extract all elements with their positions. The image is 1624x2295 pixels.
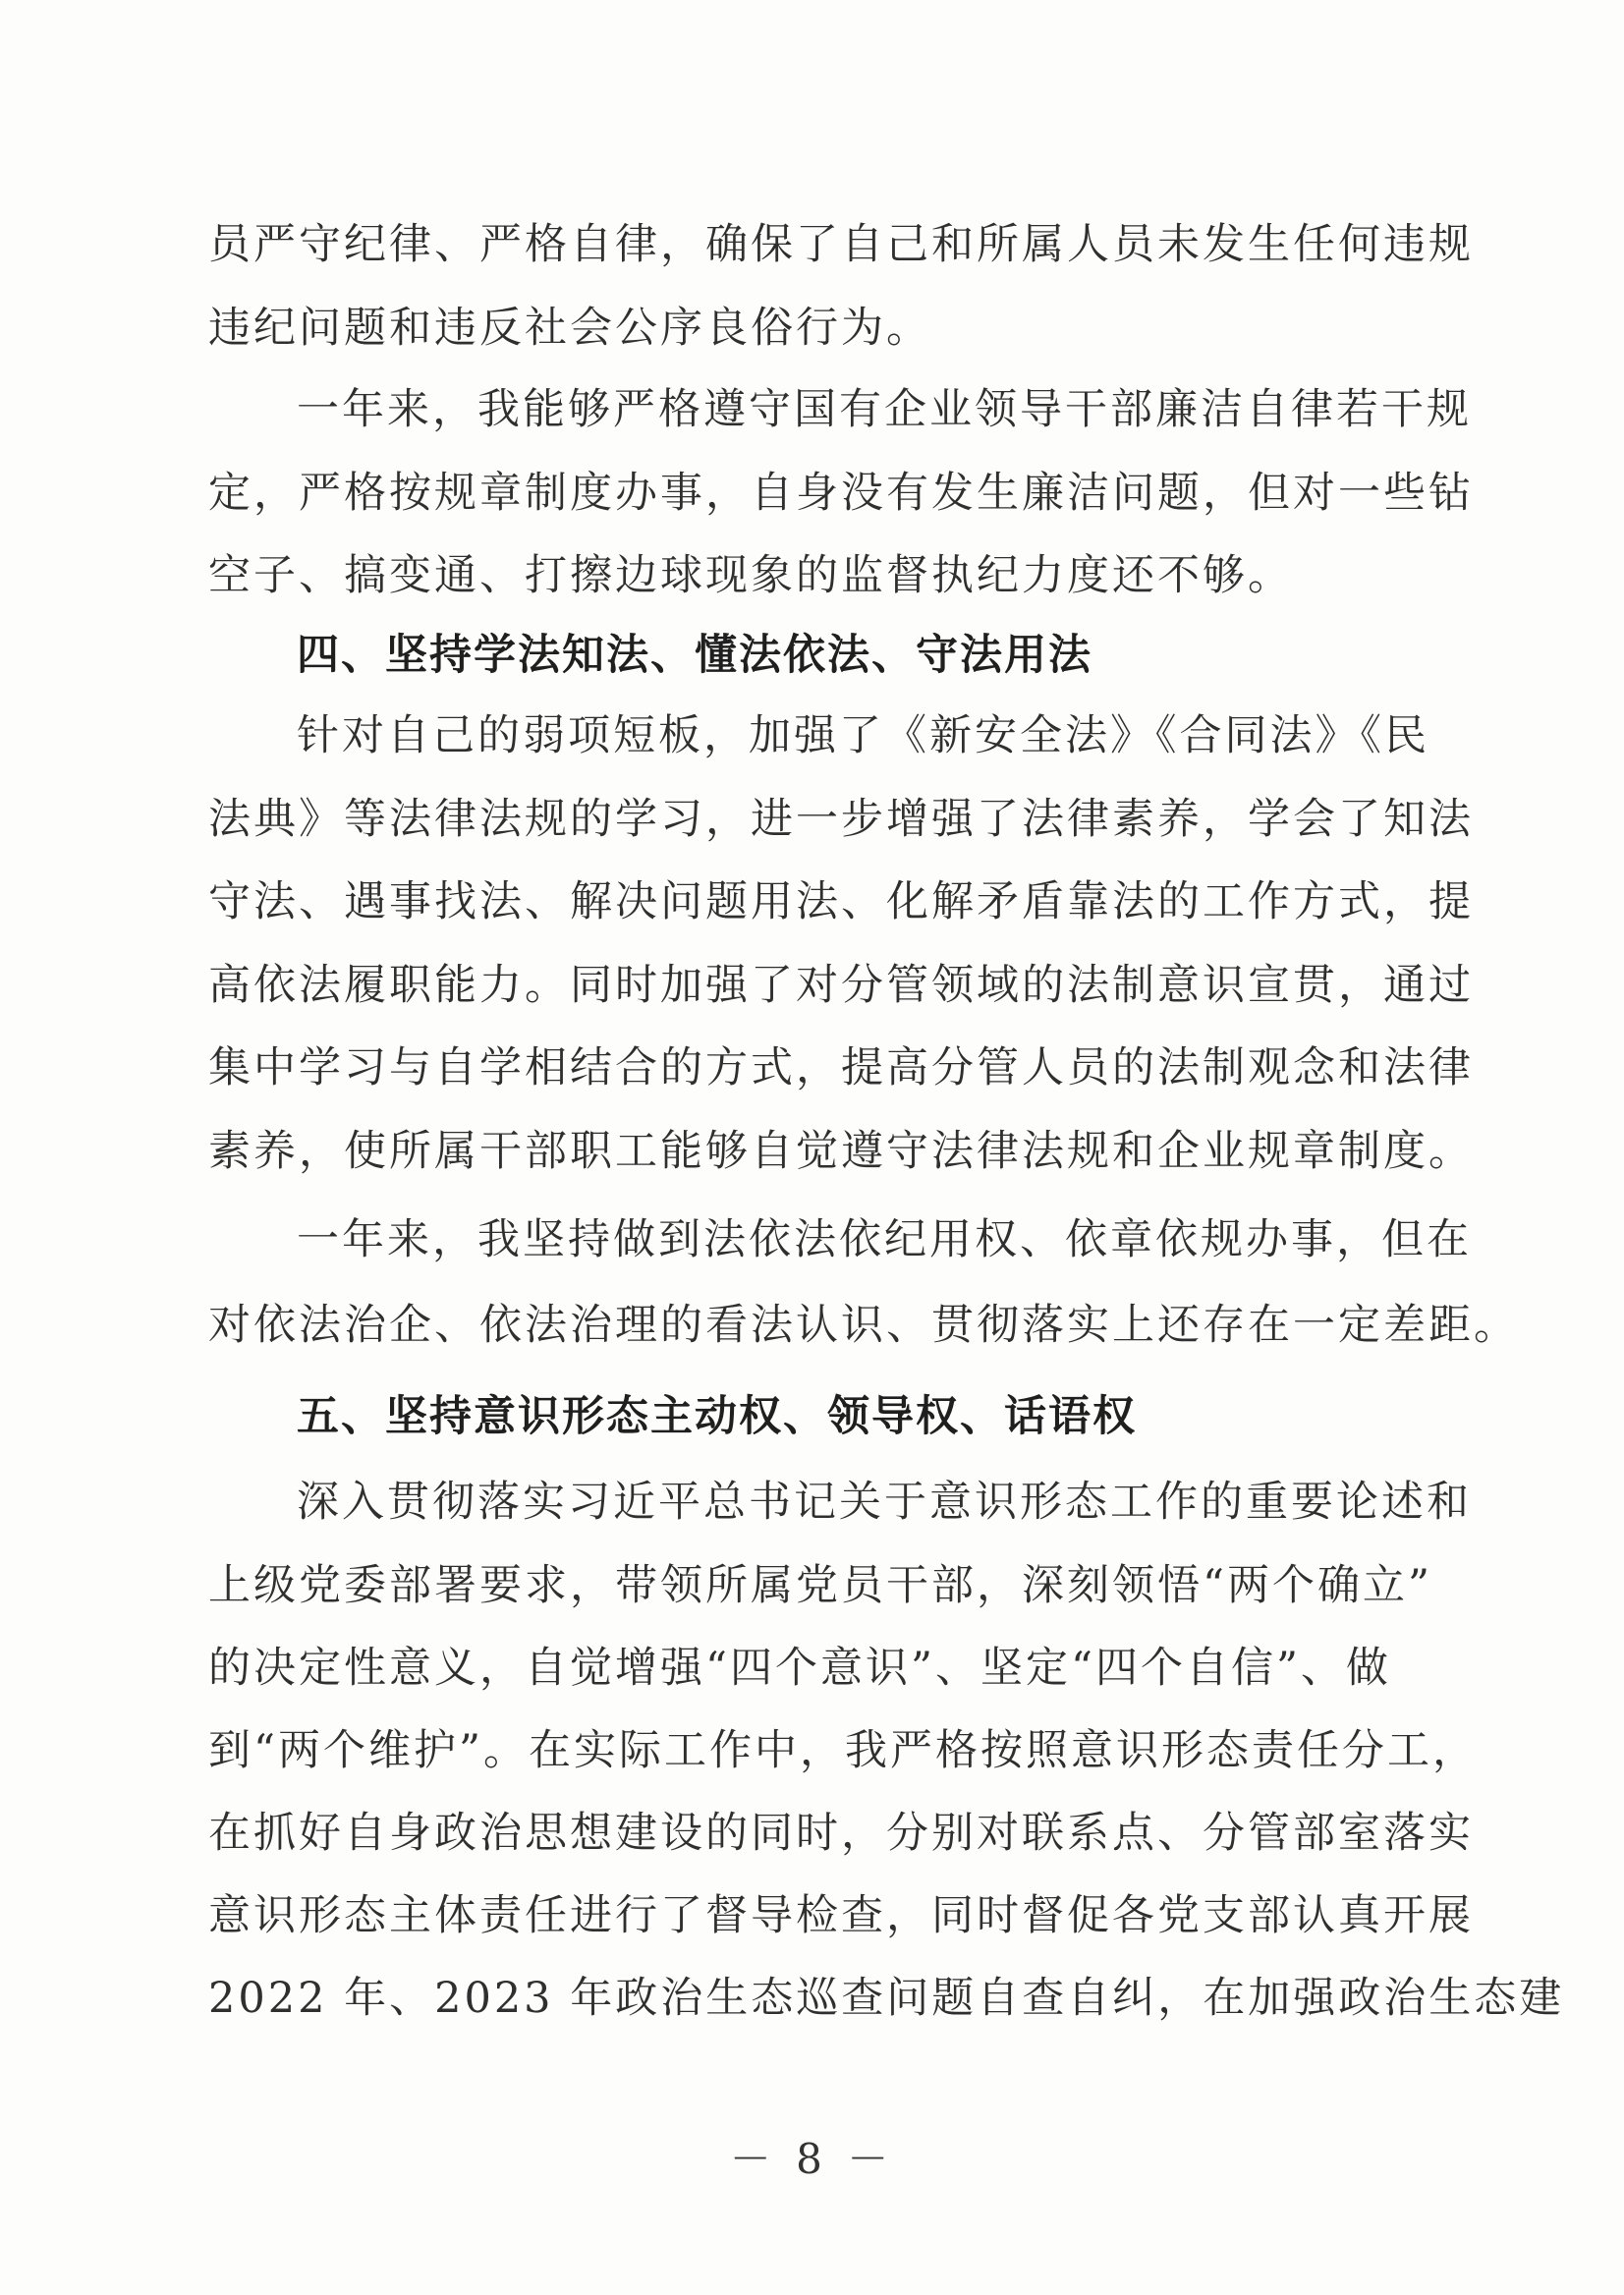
- paragraph-line: 违纪问题和违反社会公序良俗行为。: [208, 304, 931, 353]
- section-heading: 五、坚持意识形态主动权、领导权、话语权: [297, 1392, 1137, 1441]
- section-heading: 四、坚持学法知法、懂法依法、守法用法: [297, 631, 1092, 680]
- paragraph-line: 一年来，我能够严格遵守国有企业领导干部廉洁自律若干规: [297, 385, 1472, 434]
- paragraph-line: 深入贯彻落实习近平总书记关于意识形态工作的重要论述和: [297, 1478, 1472, 1527]
- paragraph-line: 对依法治企、依法治理的看法认识、贯彻落实上还存在一定差距。: [208, 1301, 1519, 1350]
- paragraph-line: 在抓好自身政治思想建设的同时，分别对联系点、分管部室落实: [208, 1809, 1474, 1858]
- paragraph-line: 上级党委部署要求，带领所属党员干部，深刻领悟“两个确立”: [208, 1561, 1432, 1610]
- paragraph-line: 的决定性意义，自觉增强“四个意识”、坚定“四个自信”、做: [208, 1644, 1391, 1693]
- paragraph-line: 2022 年、2023 年政治生态巡查问题自查自纠，在加强政治生态建: [208, 1974, 1565, 2023]
- paragraph-line: 员严守纪律、严格自律，确保了自己和所属人员未发生任何违规: [208, 220, 1474, 269]
- paragraph-line: 素养，使所属干部职工能够自觉遵守法律法规和企业规章制度。: [208, 1127, 1474, 1176]
- page-number: － 8 －: [729, 2135, 895, 2183]
- paragraph-line: 高依法履职能力。同时加强了对分管领域的法制意识宣贯，通过: [208, 961, 1474, 1010]
- paragraph-line: 空子、搞变通、打擦边球现象的监督执纪力度还不够。: [208, 551, 1293, 600]
- paragraph-line: 集中学习与自学相结合的方式，提高分管人员的法制观念和法律: [208, 1043, 1474, 1092]
- paragraph-line: 一年来，我坚持做到法依法依纪用权、依章依规办事，但在: [297, 1215, 1472, 1264]
- paragraph-line: 定，严格按规章制度办事，自身没有发生廉洁问题，但对一些钻: [208, 469, 1474, 518]
- paragraph-line: 法典》等法律法规的学习，进一步增强了法律素养，学会了知法: [208, 795, 1474, 844]
- paragraph-line: 针对自己的弱项短板，加强了《新安全法》《合同法》《民: [297, 711, 1429, 760]
- paragraph-line: 到“两个维护”。在实际工作中，我严格按照意识形态责任分工，: [208, 1726, 1478, 1775]
- paragraph-line: 意识形态主体责任进行了督导检查，同时督促各党支部认真开展: [208, 1891, 1474, 1940]
- paragraph-line: 守法、遇事找法、解决问题用法、化解矛盾靠法的工作方式，提: [208, 877, 1474, 926]
